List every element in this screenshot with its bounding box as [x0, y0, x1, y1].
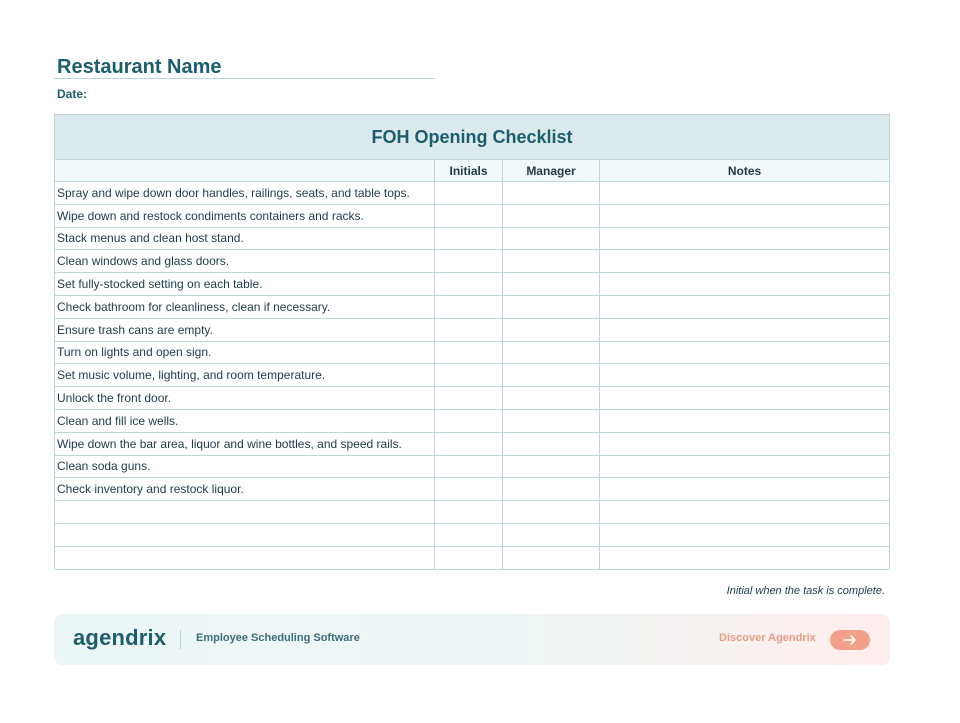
task-label: Wipe down and restock condiments containers and racks.: [55, 204, 435, 227]
initials-cell[interactable]: [435, 478, 503, 501]
date-label: Date:: [57, 87, 88, 101]
task-label: Clean and fill ice wells.: [55, 409, 435, 432]
task-label: Turn on lights and open sign.: [55, 341, 435, 364]
initials-cell[interactable]: [435, 523, 503, 546]
notes-cell[interactable]: [600, 227, 890, 250]
task-row: [55, 432, 890, 455]
notes-cell[interactable]: [600, 409, 890, 432]
manager-cell[interactable]: [503, 523, 600, 546]
task-label: Stack menus and clean host stand.: [55, 227, 435, 250]
manager-cell[interactable]: [503, 364, 600, 387]
initials-cell[interactable]: [435, 273, 503, 296]
task-label: Wipe down the bar area, liquor and wine bottles, and speed rails.: [55, 432, 435, 455]
task-label: Clean windows and glass doors.: [55, 250, 435, 273]
notes-cell[interactable]: [600, 478, 890, 501]
column-header-initials: Initials: [435, 160, 503, 182]
task-label: Check bathroom for cleanliness, clean if necessary.: [55, 295, 435, 318]
notes-cell[interactable]: [600, 204, 890, 227]
restaurant-name-underline: [54, 78, 435, 79]
task-label: Spray and wipe down door handles, railings, seats, and table tops.: [55, 182, 435, 205]
column-header-manager: Manager: [503, 160, 600, 182]
initials-cell[interactable]: [435, 182, 503, 205]
task-row: [55, 295, 890, 318]
task-row: [55, 318, 890, 341]
initials-cell[interactable]: [435, 432, 503, 455]
notes-cell[interactable]: [600, 182, 890, 205]
notes-cell[interactable]: [600, 273, 890, 296]
task-row: [55, 250, 890, 273]
banner-divider: [180, 630, 181, 649]
task-label: Ensure trash cans are empty.: [55, 318, 435, 341]
initials-cell[interactable]: [435, 204, 503, 227]
task-row: [55, 182, 890, 205]
arrow-right-icon: [843, 635, 857, 645]
manager-cell[interactable]: [503, 318, 600, 341]
manager-cell[interactable]: [503, 387, 600, 410]
initials-cell[interactable]: [435, 318, 503, 341]
manager-cell[interactable]: [503, 341, 600, 364]
notes-cell[interactable]: [600, 501, 890, 524]
initials-cell[interactable]: [435, 501, 503, 524]
notes-cell[interactable]: [600, 432, 890, 455]
task-row: [55, 227, 890, 250]
task-label: Clean soda guns.: [55, 455, 435, 478]
task-label: Check inventory and restock liquor.: [55, 478, 435, 501]
checklist-title: FOH Opening Checklist: [55, 115, 890, 160]
notes-cell[interactable]: [600, 341, 890, 364]
restaurant-name: Restaurant Name: [57, 56, 222, 78]
manager-cell[interactable]: [503, 455, 600, 478]
initials-cell[interactable]: [435, 295, 503, 318]
task-row: [55, 341, 890, 364]
task-row: [55, 409, 890, 432]
task-row: [55, 478, 890, 501]
task-label: [55, 501, 435, 524]
task-label: [55, 546, 435, 569]
manager-cell[interactable]: [503, 546, 600, 569]
task-row: [55, 523, 890, 546]
initials-cell[interactable]: [435, 364, 503, 387]
discover-agendrix-link[interactable]: Discover Agendrix: [719, 632, 816, 644]
initials-cell[interactable]: [435, 455, 503, 478]
initials-cell[interactable]: [435, 250, 503, 273]
checklist-table: [54, 114, 890, 570]
task-row: [55, 546, 890, 569]
notes-cell[interactable]: [600, 295, 890, 318]
task-row: [55, 273, 890, 296]
manager-cell[interactable]: [503, 227, 600, 250]
column-header-row: [55, 160, 890, 182]
column-header-task: [55, 160, 435, 182]
agendrix-logo[interactable]: agendrix: [73, 625, 167, 650]
manager-cell[interactable]: [503, 478, 600, 501]
task-row: [55, 364, 890, 387]
task-label: Unlock the front door.: [55, 387, 435, 410]
manager-cell[interactable]: [503, 501, 600, 524]
discover-arrow-button[interactable]: [830, 630, 870, 650]
task-label: Set music volume, lighting, and room temperature.: [55, 364, 435, 387]
manager-cell[interactable]: [503, 250, 600, 273]
manager-cell[interactable]: [503, 273, 600, 296]
initials-cell[interactable]: [435, 227, 503, 250]
banner-tagline: Employee Scheduling Software: [196, 632, 360, 644]
notes-cell[interactable]: [600, 546, 890, 569]
notes-cell[interactable]: [600, 523, 890, 546]
notes-cell[interactable]: [600, 387, 890, 410]
notes-cell[interactable]: [600, 455, 890, 478]
task-label: Set fully-stocked setting on each table.: [55, 273, 435, 296]
completion-footnote: Initial when the task is complete.: [726, 585, 885, 597]
manager-cell[interactable]: [503, 204, 600, 227]
notes-cell[interactable]: [600, 364, 890, 387]
task-row: [55, 387, 890, 410]
initials-cell[interactable]: [435, 341, 503, 364]
agendrix-banner[interactable]: [54, 614, 890, 665]
initials-cell[interactable]: [435, 546, 503, 569]
manager-cell[interactable]: [503, 432, 600, 455]
task-row: [55, 455, 890, 478]
initials-cell[interactable]: [435, 387, 503, 410]
manager-cell[interactable]: [503, 409, 600, 432]
task-label: [55, 523, 435, 546]
initials-cell[interactable]: [435, 409, 503, 432]
column-header-notes: Notes: [600, 160, 890, 182]
notes-cell[interactable]: [600, 318, 890, 341]
notes-cell[interactable]: [600, 250, 890, 273]
task-row: [55, 501, 890, 524]
task-row: [55, 204, 890, 227]
manager-cell[interactable]: [503, 295, 600, 318]
manager-cell[interactable]: [503, 182, 600, 205]
